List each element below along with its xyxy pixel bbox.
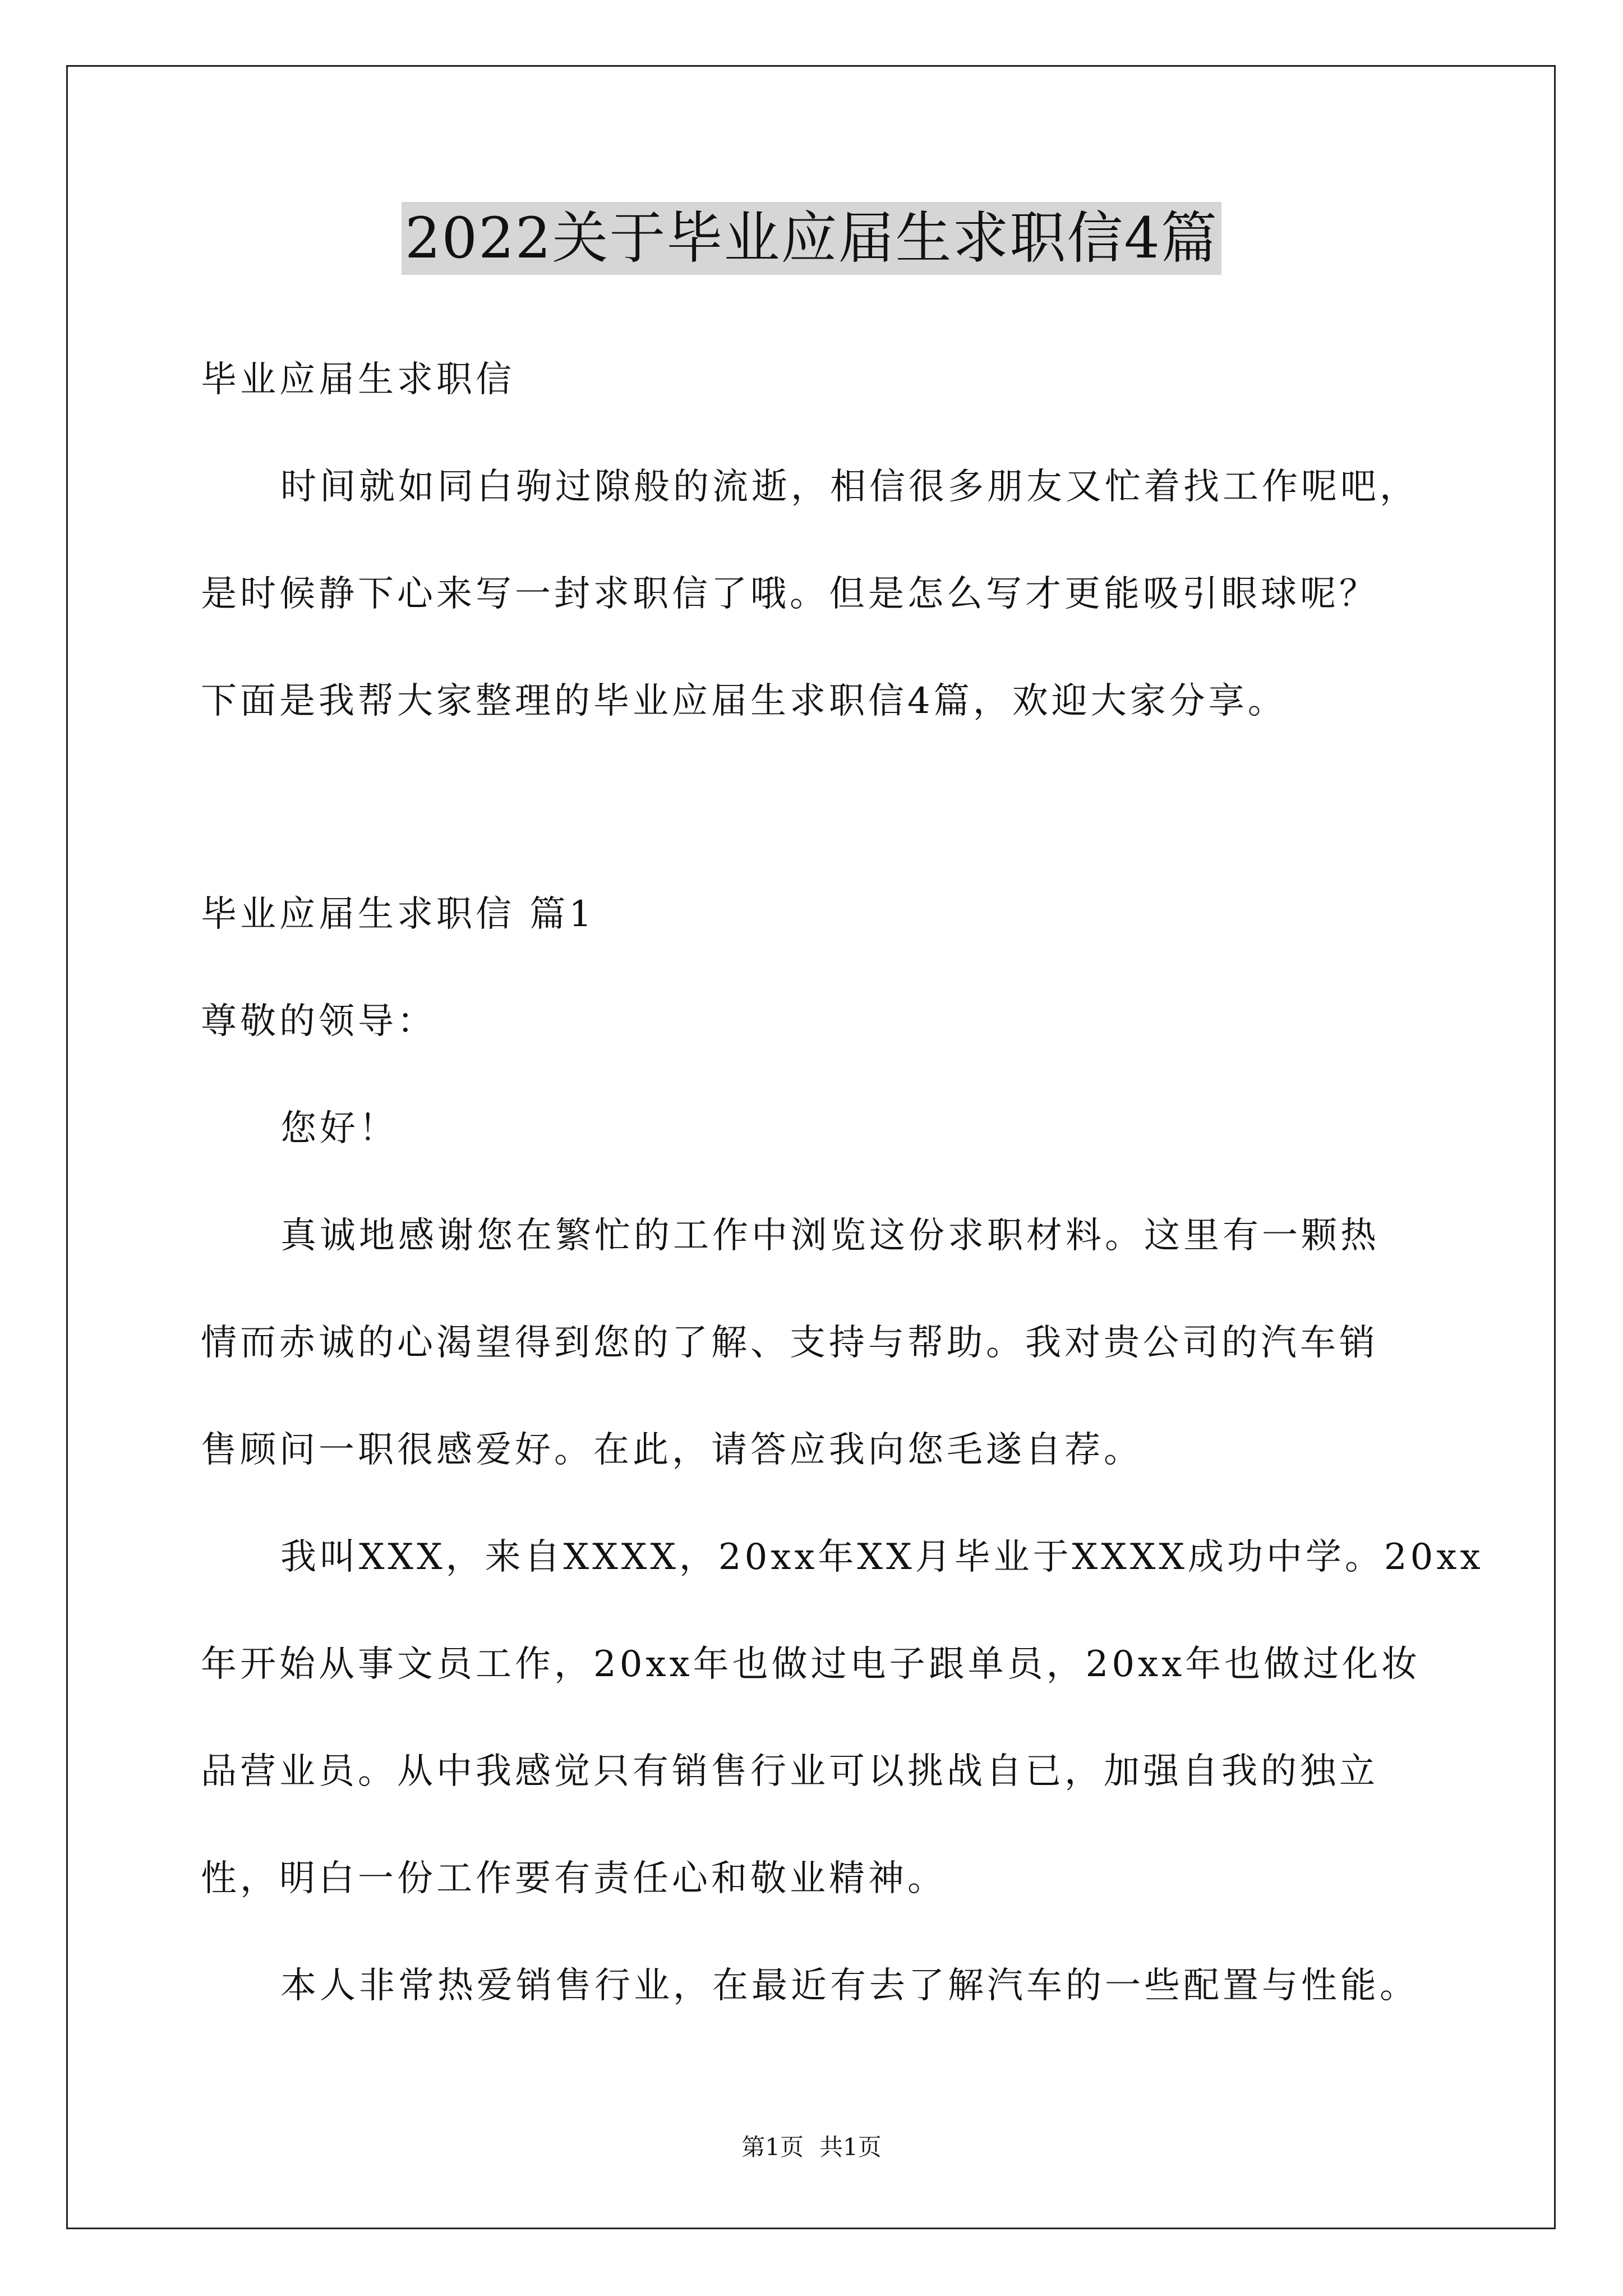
document-title: 2022关于毕业应届生求职信4篇 [402,202,1221,275]
paragraph-line: 性，明白一份工作要有责任心和敬业精神。 [201,1858,947,1899]
paragraph-line: 是时候静下心来写一封求职信了哦。但是怎么写才更能吸引眼球呢？ [201,573,1378,615]
paragraph-line: 真诚地感谢您在繁忙的工作中浏览这份求职材料。这里有一颗热 [280,1215,1380,1257]
paragraph-line: 本人非常热爱销售行业，在最近有去了解汽车的一些配置与性能。 [280,1965,1419,2007]
paragraph-line: 时间就如同白驹过隙般的流逝，相信很多朋友又忙着找工作呢吧， [280,466,1419,508]
section-heading: 毕业应届生求职信 [201,359,515,401]
letter-heading: 毕业应届生求职信 篇1 [201,894,596,935]
paragraph-line: 情而赤诚的心渴望得到您的了解、支持与帮助。我对贵公司的汽车销 [201,1322,1378,1364]
paragraph-line: 我叫XXX，来自XXXX，20xx年XX月毕业于XXXX成功中学。20xx [280,1536,1484,1578]
page-total: 共1页 [819,2133,882,2161]
paragraph-line: 年开始从事文员工作，20xx年也做过电子跟单员，20xx年也做过化妆 [201,1644,1421,1685]
salutation: 尊敬的领导： [201,1001,436,1042]
paragraph-line: 下面是我帮大家整理的毕业应届生求职信4篇，欢迎大家分享。 [201,680,1287,722]
paragraph-line: 品营业员。从中我感觉只有销售行业可以挑战自已，加强自我的独立 [201,1751,1378,1792]
page-current: 第1页 [741,2133,804,2161]
page-footer [0,2132,1623,2163]
greeting: 您好！ [280,1108,398,1149]
paragraph-line: 售顾问一职很感爱好。在此，请答应我向您毛遂自荐。 [201,1429,1143,1471]
title-container [0,202,1623,275]
